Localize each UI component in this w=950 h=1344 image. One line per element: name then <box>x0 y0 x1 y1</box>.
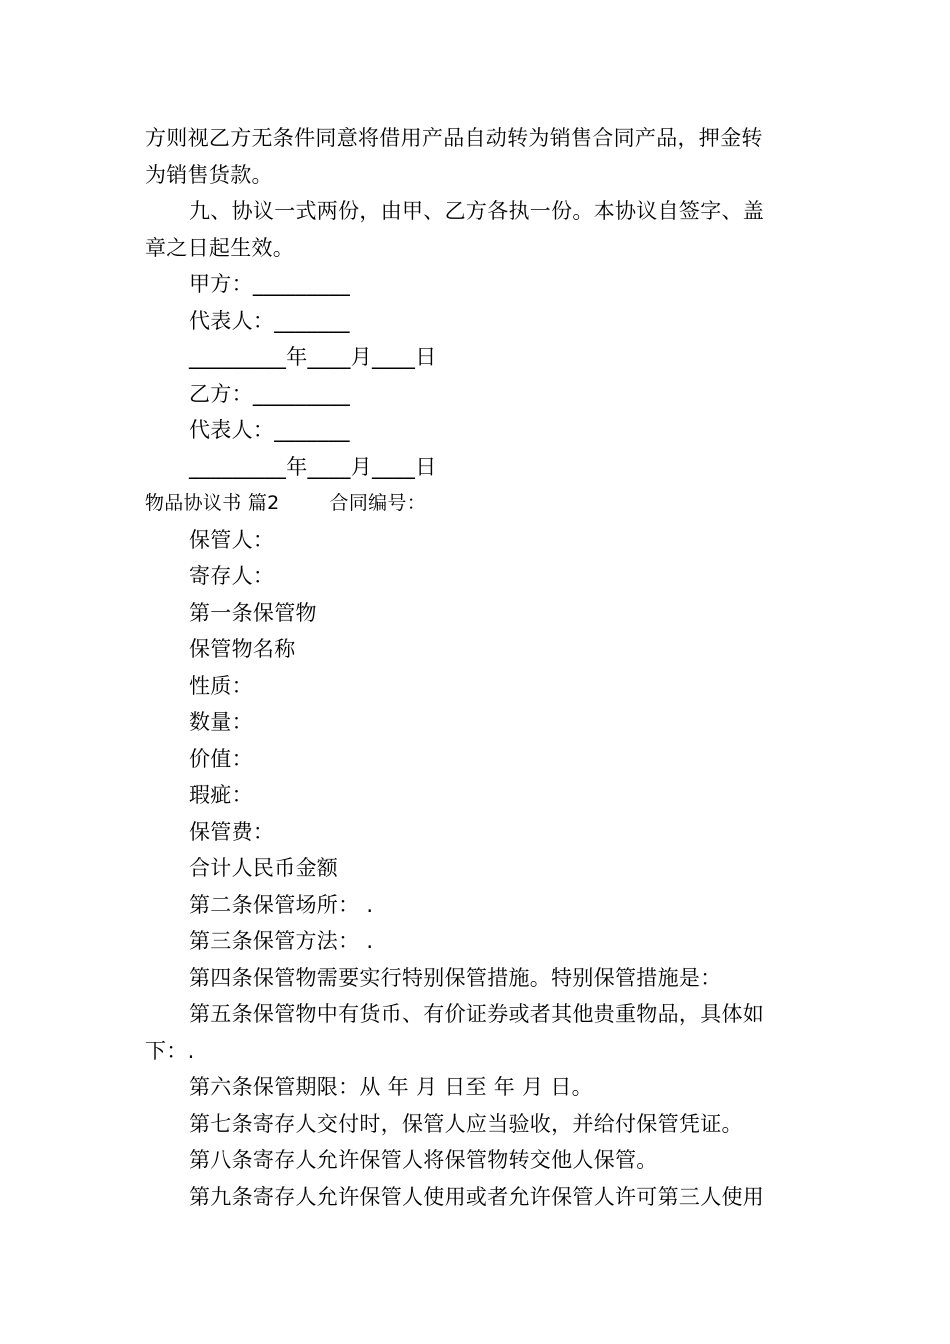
party-b-representative: 代表人：_______ <box>189 418 350 442</box>
defect-line: 瑕疵： <box>189 783 253 807</box>
paragraph-line: 章之日起生效。 <box>145 235 295 260</box>
party-a-representative: 代表人：_______ <box>189 308 350 333</box>
custodian-line: 保管人： <box>189 527 275 552</box>
party-b-date: _________年____月____日 <box>189 454 437 479</box>
section-title: 物品协议书 篇2 <box>145 492 280 514</box>
party-a-date: _________年____月____日 <box>189 345 437 369</box>
article-seven: 第七条寄存人交付时，保管人应当验收，并给付保管凭证。 <box>189 1111 743 1136</box>
document-body <box>145 120 810 1215</box>
article-nine: 第九条寄存人允许保管人使用或者允许保管人许可第三人使用 <box>189 1184 765 1209</box>
article-four: 第四条保管物需要实行特别保管措施。特别保管措施是： <box>189 965 722 990</box>
paragraph-line: 方则视乙方无条件同意将借用产品自动转为销售合同产品，押金转 <box>145 126 763 150</box>
section-heading <box>145 485 810 522</box>
depositor-line: 寄存人： <box>189 564 275 588</box>
fee-line: 保管费： <box>189 819 275 844</box>
article-one: 第一条保管物 <box>189 600 317 625</box>
article-six: 第六条保管期限：从 年 月 日至 年 月 日。 <box>189 1075 593 1099</box>
total-amount-line: 合计人民币金额 <box>189 856 339 880</box>
article-eight: 第八条寄存人允许保管人将保管物转交他人保管。 <box>189 1148 658 1172</box>
article-five: 第五条保管物中有货币、有价证券或者其他贵重物品，具体如 <box>189 1002 765 1026</box>
party-b-signature: 乙方：_________ <box>189 381 351 406</box>
party-a-signature: 甲方：_________ <box>189 272 351 296</box>
item-name-line: 保管物名称 <box>189 637 296 661</box>
article-three: 第三条保管方法： . <box>189 929 374 953</box>
quantity-line: 数量： <box>189 710 253 734</box>
value-line: 价值： <box>189 746 253 771</box>
article-five-continued: 下：. <box>145 1038 195 1063</box>
nature-line: 性质： <box>189 673 253 698</box>
paragraph-line: 为销售货款。 <box>145 162 273 187</box>
clause-nine-line: 九、协议一式两份，由甲、乙方各执一份。本协议自签字、盖 <box>189 199 765 223</box>
article-two: 第二条保管场所： . <box>189 892 374 917</box>
contract-number-label: 合同编号： <box>329 492 427 514</box>
